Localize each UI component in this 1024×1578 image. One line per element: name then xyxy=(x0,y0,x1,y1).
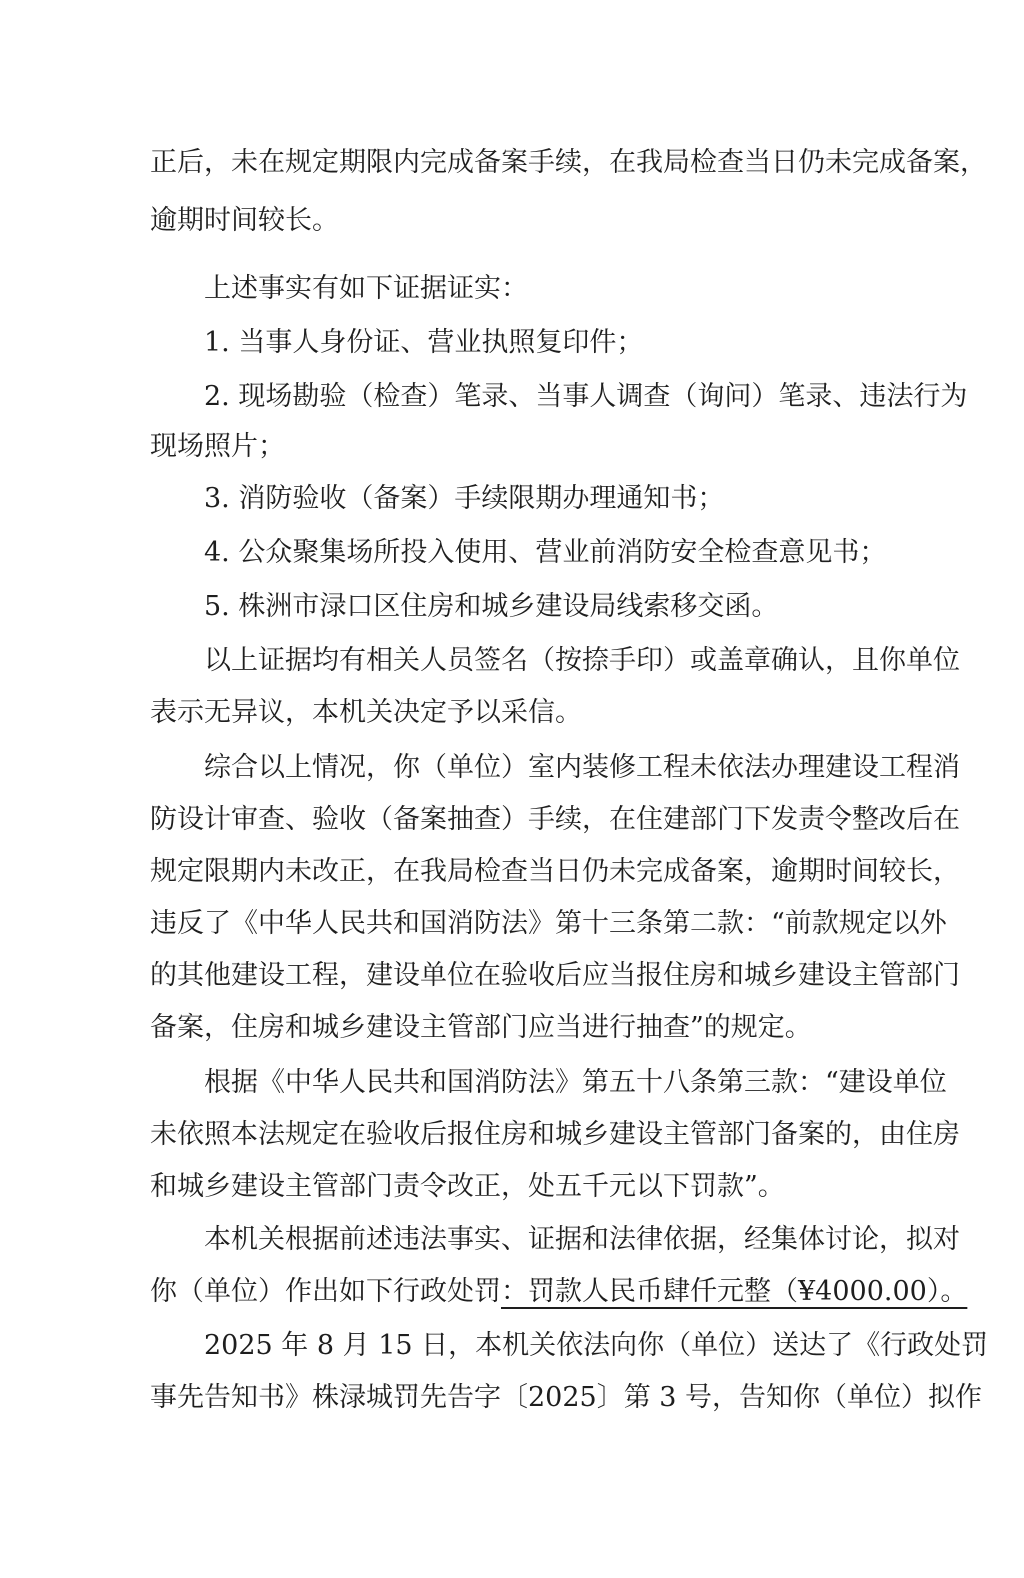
text-line: 逾期时间较长。 xyxy=(150,205,339,236)
text-line: 根据《中华人民共和国消防法》第五十八条第三款：“建设单位 xyxy=(204,1067,947,1098)
penalty-prefix: 你（单位）作出如下行政处罚 xyxy=(150,1276,501,1307)
penalty-line xyxy=(150,1272,968,1312)
text-line: 事先告知书》株渌城罚先告字〔2025〕第 3 号，告知你（单位）拟作 xyxy=(150,1382,983,1413)
evidence-item: 3. 消防验收（备案）手续限期办理通知书； xyxy=(204,483,725,514)
evidence-item: 1. 当事人身份证、营业执照复印件； xyxy=(204,327,644,358)
text-line: 未依照本法规定在验收后报住房和城乡建设主管部门备案的，由住房 xyxy=(150,1119,960,1150)
text-line: 以上证据均有相关人员签名（按捺手印）或盖章确认，且你单位 xyxy=(204,645,960,676)
text-line: 现场照片； xyxy=(150,431,285,462)
text-line: 2025 年 8 月 15 日，本机关依法向你（单位）送达了《行政处罚 xyxy=(204,1330,989,1361)
text-line: 表示无异议，本机关决定予以采信。 xyxy=(150,697,582,728)
text-line: 的其他建设工程，建设单位在验收后应当报住房和城乡建设主管部门 xyxy=(150,960,960,991)
evidence-item: 2. 现场勘验（检查）笔录、当事人调查（询问）笔录、违法行为 xyxy=(204,381,968,412)
text-line: 和城乡建设主管部门责令改正，处五千元以下罚款”。 xyxy=(150,1171,785,1202)
text-line: 正后，未在规定期限内完成备案手续，在我局检查当日仍未完成备案， xyxy=(150,147,987,178)
text-line: 防设计审查、验收（备案抽查）手续，在住建部门下发责令整改后在 xyxy=(150,804,960,835)
penalty-amount: ：罚款人民币肆仟元整（¥4000.00）。 xyxy=(501,1276,968,1307)
text-line: 本机关根据前述违法事实、证据和法律依据，经集体讨论，拟对 xyxy=(204,1224,960,1255)
evidence-item: 4. 公众聚集场所投入使用、营业前消防安全检查意见书； xyxy=(204,537,887,568)
evidence-item: 5. 株洲市渌口区住房和城乡建设局线索移交函。 xyxy=(204,591,779,622)
text-line: 综合以上情况，你（单位）室内装修工程未依法办理建设工程消 xyxy=(204,752,960,783)
paragraph-heading: 上述事实有如下证据证实： xyxy=(204,273,528,304)
text-line: 违反了《中华人民共和国消防法》第十三条第二款：“前款规定以外 xyxy=(150,908,947,939)
text-line: 备案，住房和城乡建设主管部门应当进行抽查”的规定。 xyxy=(150,1012,812,1043)
text-line: 规定限期内未改正，在我局检查当日仍未完成备案，逾期时间较长， xyxy=(150,856,960,887)
